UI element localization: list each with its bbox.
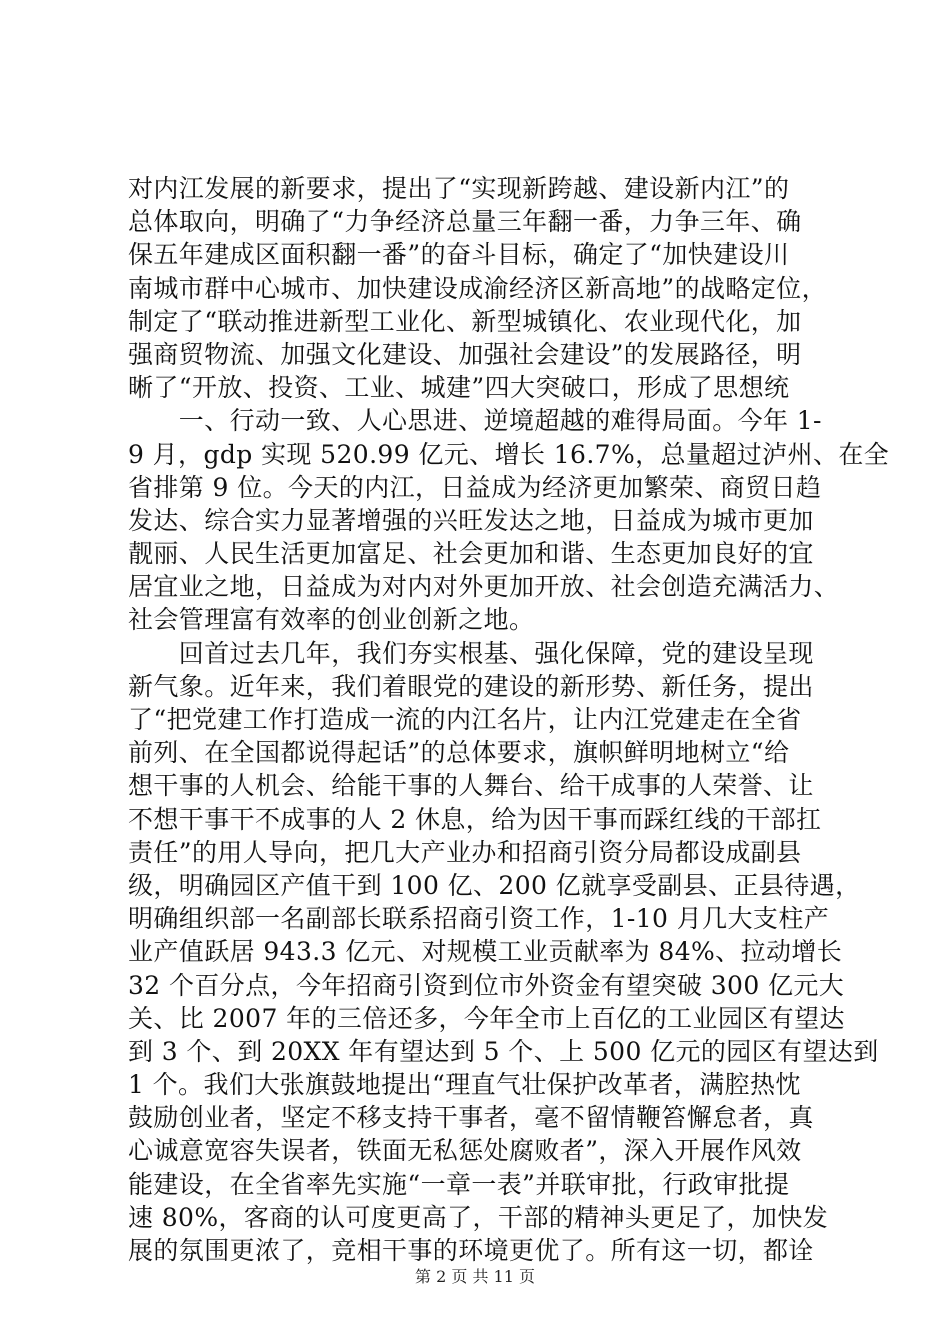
text-line: 9 月，gdp 实现 520.99 亿元、增长 16.7%，总量超过泸州、在全 [128,439,890,469]
text-line: 省排第 9 位。今天的内江，日益成为经济更加繁荣、商贸日趋 [128,472,822,502]
text-line: 制定了“联动推进新型工业化、新型城镇化、农业现代化，加 [128,306,802,336]
text-line: 一、行动一致、人心思进、逆境超越的难得局面。今年 1- [128,406,822,436]
text-line: 南城市群中心城市、加快建设成渝经济区新高地”的战略定位， [128,273,827,303]
text-line: 靓丽、人民生活更加富足、社会更加和谐、生态更加良好的宜 [128,539,814,569]
text-line: 回首过去几年，我们夯实根基、强化保障，党的建设呈现 [128,638,814,668]
text-line: 对内江发展的新要求，提出了“实现新跨越、建设新内江”的 [128,174,790,203]
text-line: 总体取向，明确了“力争经济总量三年翻一番，力争三年、确 [128,207,802,237]
text-line: 发达、综合实力显著增强的兴旺发达之地，日益成为城市更加 [128,505,814,535]
text-line: 责任”的用人导向，把几大产业办和招商引资分局都设成副县 [128,837,802,867]
text-line: 1 个。我们大张旗鼓地提出“理直气壮保护改革者，满腔热忱 [128,1070,801,1100]
text-line: 能建设，在全省率先实施“一章一表”并联审批，行政审批提 [128,1169,790,1199]
page-number-footer: 第 2 页 共 11 页 [415,1267,535,1286]
text-line: 新气象。近年来，我们着眼党的建设的新形势、新任务，提出 [128,671,814,701]
text-line: 鼓励创业者，坚定不移支持干事者，毫不留情鞭笞懈怠者，真 [128,1103,814,1133]
text-line: 心诚意宽容失误者，铁面无私惩处腐败者”，深入开展作风效 [128,1136,802,1166]
text-line: 明确组织部一名副部长联系招商引资工作，1-10 月几大支柱产 [128,904,830,934]
text-line: 想干事的人机会、给能干事的人舞台、给干成事的人荣誉、让 [128,771,814,801]
text-line: 级，明确园区产值干到 100 亿、200 亿就享受副县、正县待遇， [128,870,861,900]
text-line: 前列、在全国都说得起话”的总体要求，旗帜鲜明地树立“给 [128,738,790,768]
text-line: 展的氛围更浓了，竞相干事的环境更优了。所有这一切，都诠 [128,1236,814,1265]
text-line: 保五年建成区面积翻一番”的奋斗目标，确定了“加快建设川 [128,240,790,270]
body-text [128,172,890,1267]
text-line: 关、比 2007 年的三倍还多，今年全市上百亿的工业园区有望达 [128,1003,845,1033]
text-line: 32 个百分点，今年招商引资到位市外资金有望突破 300 亿元大 [128,970,845,1000]
text-line: 速 80%，客商的认可度更高了，干部的精神头更足了，加快发 [128,1202,829,1232]
text-line: 业产值跃居 943.3 亿元、对规模工业贡献率为 84%、拉动增长 [128,937,843,967]
text-line: 晰了“开放、投资、工业、城建”四大突破口，形成了思想统 [128,373,790,403]
text-line: 居宜业之地，日益成为对内对外更加开放、社会创造充满活力、 [128,572,840,602]
text-line: 了“把党建工作打造成一流的内江名片，让内江党建走在全省 [128,705,802,734]
text-line: 社会管理富有效率的创业创新之地。 [128,605,535,635]
text-line: 到 3 个、到 20XX 年有望达到 5 个、上 500 亿元的园区有望达到 [128,1036,879,1066]
text-line: 不想干事干不成事的人 2 休息，给为因干事而踩红线的干部扛 [128,804,822,834]
text-line: 强商贸物流、加强文化建设、加强社会建设”的发展路径，明 [128,339,802,369]
